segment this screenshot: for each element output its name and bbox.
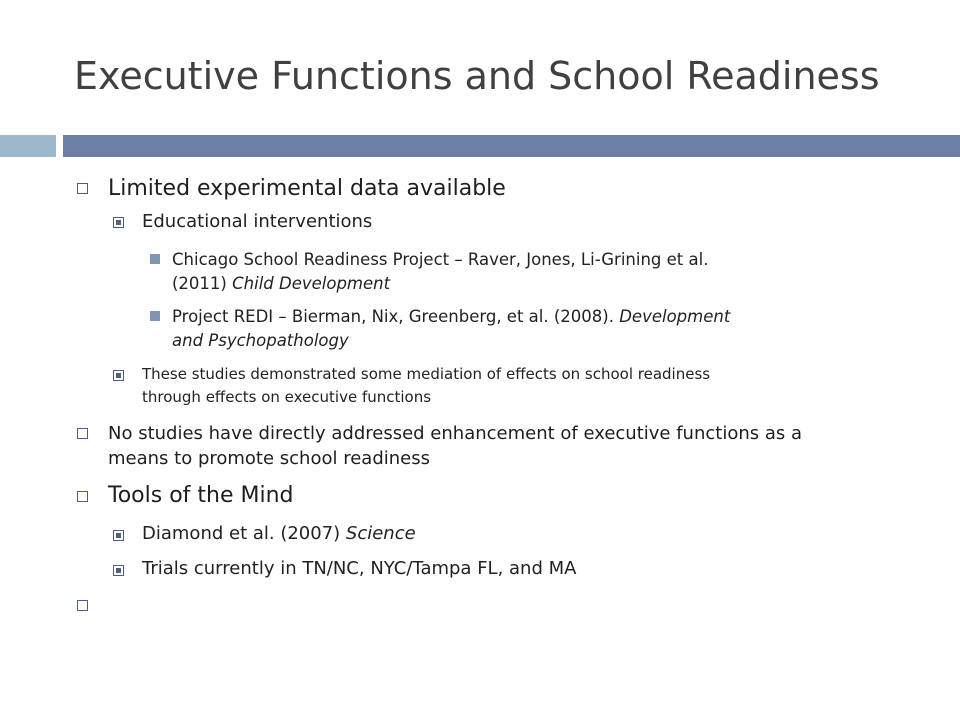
bullet-chicago-project-line1: Chicago School Readiness Project – Raver, Jones, Li-Grining et al. [172,250,709,269]
square-bullet-icon [77,428,88,439]
solid-square-bullet-icon [150,254,160,264]
bullet-diamond: Diamond et al. (2007) Science [142,523,416,544]
solid-square-bullet-icon [150,311,160,321]
bullet-no-studies-line2: means to promote school readiness [108,448,430,469]
bullet-limited-data: Limited experimental data available [108,176,506,201]
bullet-educational-interventions: Educational interventions [142,211,373,232]
bullet-no-studies-line1: No studies have directly addressed enhancement of executive functions as a [108,423,803,444]
citation-journal: Child Development [232,274,391,293]
title-accent-bar-left [0,135,56,157]
bullet-project-redi-line1: Project REDI – Bierman, Nix, Greenberg, et al. (2008). Development [172,307,731,326]
bullet-tools-of-the-mind: Tools of the Mind [108,483,294,508]
filled-square-bullet-icon [113,565,124,576]
bullet-trials: Trials currently in TN/NC, NYC/Tampa FL, and MA [142,558,577,579]
square-bullet-icon [77,491,88,502]
bullet-project-redi-line2: and Psychopathology [172,331,349,350]
citation-journal: Science [345,523,416,544]
bullet-mediation-line2: through effects on executive functions [142,388,432,406]
filled-square-bullet-icon [113,530,124,541]
bullet-mediation-line1: These studies demonstrated some mediation of effects on school readiness [142,365,711,383]
empty-square-bullet-icon [77,600,88,611]
slide-title: Executive Functions and School Readiness [74,54,880,98]
bullet-chicago-project-line2: (2011) Child Development [172,274,391,293]
square-bullet-icon [77,183,88,194]
filled-square-bullet-icon [113,217,124,228]
citation-journal: Development [619,307,731,326]
title-accent-bar-right [63,135,960,157]
filled-square-bullet-icon [113,370,124,381]
